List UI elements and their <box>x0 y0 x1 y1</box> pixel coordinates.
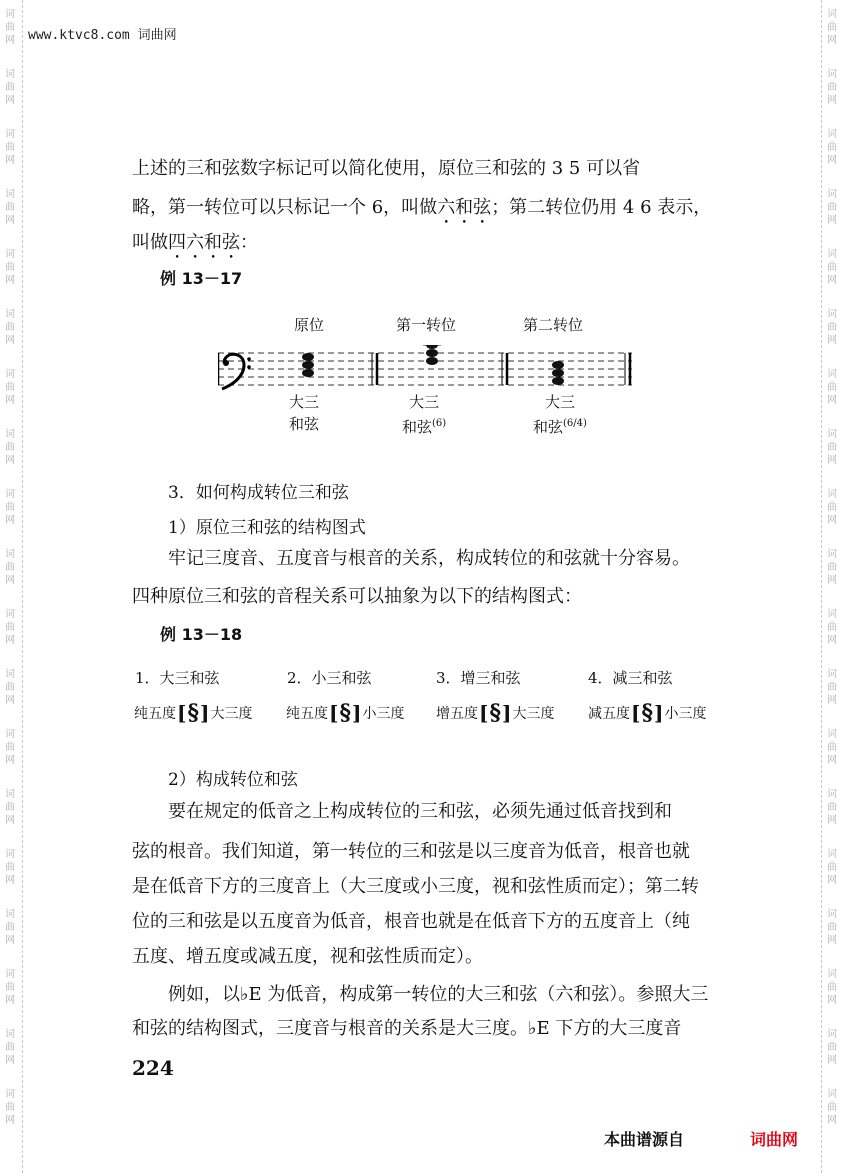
side-watermark-glyphs: 词 曲 网 <box>5 309 15 346</box>
side-watermark-glyphs: 词 曲 网 <box>5 1029 15 1066</box>
chord-label-second-inversion: 大三 和弦$^{(6/4)}$ <box>533 393 587 436</box>
chord-first-inversion-notes <box>423 345 441 365</box>
para3-line1: 要在规定的低音之上构成转位的三和弦，必须先通过低音找到和 <box>168 801 672 822</box>
para2-line2: 四种原位三和弦的音程关系可以抽象为以下的结构图式： <box>132 586 582 607</box>
side-watermark-glyphs: 词 曲 网 <box>827 789 837 826</box>
side-watermark-glyphs: 词 曲 网 <box>827 249 837 286</box>
chord-type-3: 3．增三和弦 <box>436 669 521 687</box>
chord-type-2: 2．小三和弦 <box>287 669 372 687</box>
side-watermark-glyphs: 词 曲 网 <box>827 909 837 946</box>
position-second-inversion: 第二转位 <box>523 316 584 334</box>
term-six-four-chord: 四六和弦 <box>168 232 240 253</box>
side-watermark-glyphs: 词 曲 网 <box>5 489 15 526</box>
structure-4: 减五度 [ § ] 小三度 <box>588 700 707 726</box>
chord-type-4: 4．减三和弦 <box>588 669 673 687</box>
side-watermark-glyphs: 词 曲 网 <box>5 189 15 226</box>
side-watermark-glyphs: 词 曲 网 <box>5 249 15 286</box>
bass-staff <box>218 345 632 395</box>
chord-root-notes <box>302 353 314 377</box>
para2-line1: 牢记三度音、五度音与根音的关系，构成转位的和弦就十分容易。 <box>168 548 690 569</box>
side-watermark-glyphs: 词 曲 网 <box>827 129 837 166</box>
para1-line3: 叫做四六和弦： <box>132 232 258 253</box>
side-watermark-glyphs: 词 曲 网 <box>827 609 837 646</box>
side-watermark-glyphs: 词 曲 网 <box>5 69 15 106</box>
example-label-13-18: 例 13－18 <box>160 625 243 644</box>
subsection-1-heading: 1）原位三和弦的结构图式 <box>168 518 366 538</box>
side-watermark-glyphs: 词 曲 网 <box>5 789 15 826</box>
side-watermark-glyphs: 词 曲 网 <box>5 909 15 946</box>
side-watermark-glyphs: 词 曲 网 <box>5 369 15 406</box>
side-watermark-glyphs: 词 曲 网 <box>5 549 15 586</box>
chord-type-1: 1．大三和弦 <box>135 669 220 687</box>
side-watermark-glyphs: 词 曲 网 <box>5 609 15 646</box>
side-watermark-glyphs: 词 曲 网 <box>5 9 15 46</box>
position-first-inversion: 第一转位 <box>396 316 457 334</box>
side-watermark-glyphs: 词 曲 网 <box>827 969 837 1006</box>
side-watermark-glyphs: 词 曲 网 <box>827 849 837 886</box>
para1-line1: 上述的三和弦数字标记可以简化使用，原位三和弦的 3 5 可以省 <box>132 158 641 179</box>
para3-line3: 是在低音下方的三度音上（大三度或小三度，视和弦性质而定）；第二转 <box>132 876 699 897</box>
side-watermark-glyphs: 词 曲 网 <box>827 429 837 466</box>
side-watermark-glyphs: 词 曲 网 <box>827 9 837 46</box>
chord-label-first-inversion: 大三 和弦$^{(6)}$ <box>402 393 447 436</box>
section-3-heading: 3．如何构成转位三和弦 <box>168 483 349 503</box>
site-watermark: www.ktvc8.com 词曲网 <box>28 28 177 43</box>
chord-label-root: 大三 和弦 <box>289 393 320 433</box>
left-watermark-strip <box>0 0 23 1173</box>
side-watermark-glyphs: 词 曲 网 <box>5 129 15 166</box>
para3-line5: 五度、增五度或减五度，视和弦性质而定）。 <box>132 946 483 967</box>
structure-1: 纯五度 [ § ] 大三度 <box>134 700 253 726</box>
side-watermark-glyphs: 词 曲 网 <box>5 429 15 466</box>
side-watermark-glyphs: 词 曲 网 <box>827 549 837 586</box>
structure-3: 增五度 [ § ] 大三度 <box>436 700 555 726</box>
example-label-13-17: 例 13－17 <box>160 269 243 288</box>
term-six-chord: 六和弦 <box>437 197 492 218</box>
page-number: 224 <box>132 1056 174 1080</box>
side-watermark-glyphs: 词 曲 网 <box>827 189 837 226</box>
para3-line2: 弦的根音。我们知道，第一转位的三和弦是以三度音为低音，根音也就 <box>132 841 690 862</box>
position-root: 原位 <box>294 316 325 334</box>
footer-brand-link[interactable]: 词曲网 <box>750 1130 799 1149</box>
side-watermark-glyphs: 词 曲 网 <box>827 669 837 706</box>
side-watermark-glyphs: 词 曲 网 <box>5 729 15 766</box>
side-watermark-glyphs: 词 曲 网 <box>827 369 837 406</box>
para1-line2: 略，第一转位可以只标记一个 6，叫做六和弦；第二转位仍用 4 6 表示， <box>132 197 712 218</box>
side-watermark-glyphs: 词 曲 网 <box>827 729 837 766</box>
structure-2: 纯五度 [ § ] 小三度 <box>286 700 405 726</box>
para3-line4: 位的三和弦是以五度音为低音，根音也就是在低音下方的五度音上（纯 <box>132 911 690 932</box>
side-watermark-glyphs: 词 曲 网 <box>827 489 837 526</box>
bass-clef-icon <box>222 354 251 389</box>
para4-line2: 和弦的结构图式，三度音与根音的关系是大三度。♭E 下方的大三度音 <box>132 1018 682 1039</box>
subsection-2-heading: 2）构成转位和弦 <box>168 770 298 790</box>
side-watermark-glyphs: 词 曲 网 <box>5 849 15 886</box>
footer-source: 本曲谱源自 <box>604 1130 685 1149</box>
side-watermark-glyphs: 词 曲 网 <box>5 1089 15 1126</box>
side-watermark-glyphs: 词 曲 网 <box>827 1029 837 1066</box>
chord-second-inversion-notes <box>552 361 564 385</box>
side-watermark-glyphs: 词 曲 网 <box>827 309 837 346</box>
para4-line1: 例如，以♭E 为低音，构成第一转位的大三和弦（六和弦）。参照大三 <box>168 984 709 1005</box>
side-watermark-glyphs: 词 曲 网 <box>827 69 837 106</box>
side-watermark-glyphs: 词 曲 网 <box>5 969 15 1006</box>
side-watermark-glyphs: 词 曲 网 <box>827 1089 837 1126</box>
side-watermark-glyphs: 词 曲 网 <box>5 669 15 706</box>
right-watermark-strip <box>821 0 844 1173</box>
